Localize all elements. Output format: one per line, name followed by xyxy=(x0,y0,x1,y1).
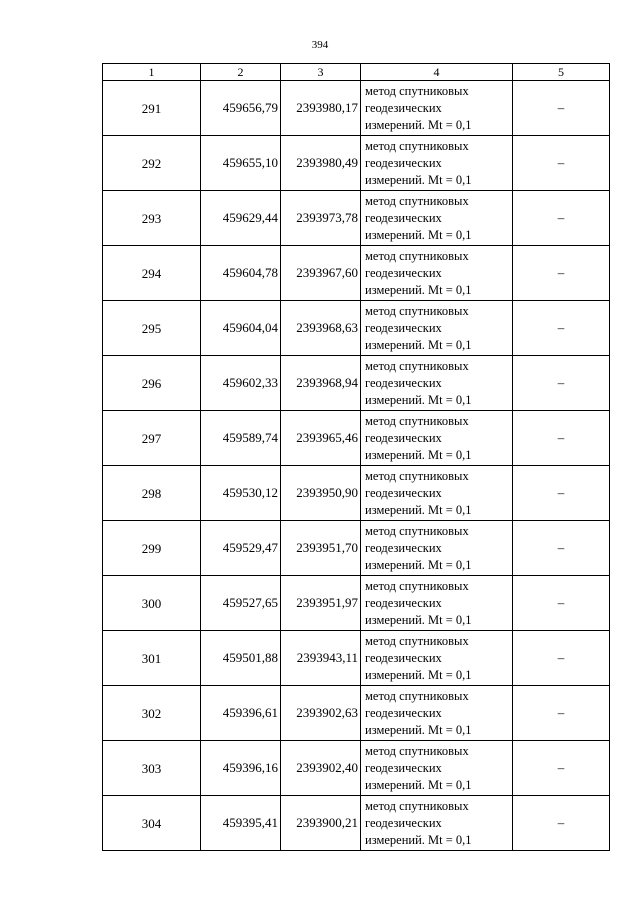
method-cell xyxy=(361,466,513,521)
method-line-1: метод спутниковых xyxy=(365,248,469,263)
method-line-2: геодезических xyxy=(365,595,442,610)
table-row xyxy=(103,741,610,796)
note-cell: – xyxy=(513,521,610,576)
method-cell xyxy=(361,246,513,301)
y-coordinate-cell: 2393951,97 xyxy=(281,576,361,631)
method-line-2: геодезических xyxy=(365,815,442,830)
y-coordinate-cell: 2393968,63 xyxy=(281,301,361,356)
table-header-row xyxy=(103,64,610,81)
point-number-cell: 298 xyxy=(103,466,201,521)
method-cell xyxy=(361,191,513,246)
table-row xyxy=(103,466,610,521)
note-cell: – xyxy=(513,301,610,356)
note-cell: – xyxy=(513,796,610,851)
y-coordinate-cell: 2393973,78 xyxy=(281,191,361,246)
table-row xyxy=(103,796,610,851)
method-cell xyxy=(361,356,513,411)
method-line-2: геодезических xyxy=(365,650,442,665)
note-cell: – xyxy=(513,81,610,136)
table-row xyxy=(103,631,610,686)
point-number-cell: 296 xyxy=(103,356,201,411)
point-number-cell: 303 xyxy=(103,741,201,796)
method-line-1: метод спутниковых xyxy=(365,798,469,813)
y-coordinate-cell: 2393968,94 xyxy=(281,356,361,411)
x-coordinate-cell: 459396,61 xyxy=(201,686,281,741)
method-line-1: метод спутниковых xyxy=(365,193,469,208)
x-coordinate-cell: 459529,47 xyxy=(201,521,281,576)
method-line-3: измерений. Mt = 0,1 xyxy=(365,502,472,517)
point-number-cell: 294 xyxy=(103,246,201,301)
method-cell xyxy=(361,741,513,796)
method-line-3: измерений. Mt = 0,1 xyxy=(365,392,472,407)
table-row xyxy=(103,136,610,191)
method-cell xyxy=(361,686,513,741)
table-row xyxy=(103,686,610,741)
method-line-3: измерений. Mt = 0,1 xyxy=(365,282,472,297)
table-row xyxy=(103,191,610,246)
column-header-2: 2 xyxy=(201,64,281,81)
point-number-cell: 300 xyxy=(103,576,201,631)
method-line-2: геодезических xyxy=(365,760,442,775)
method-line-1: метод спутниковых xyxy=(365,688,469,703)
x-coordinate-cell: 459589,74 xyxy=(201,411,281,466)
method-line-3: измерений. Mt = 0,1 xyxy=(365,612,472,627)
method-line-2: геодезических xyxy=(365,705,442,720)
method-line-1: метод спутниковых xyxy=(365,138,469,153)
table-row xyxy=(103,356,610,411)
y-coordinate-cell: 2393980,49 xyxy=(281,136,361,191)
note-cell: – xyxy=(513,191,610,246)
y-coordinate-cell: 2393950,90 xyxy=(281,466,361,521)
y-coordinate-cell: 2393980,17 xyxy=(281,81,361,136)
method-line-1: метод спутниковых xyxy=(365,303,469,318)
table-row xyxy=(103,411,610,466)
column-header-4: 4 xyxy=(361,64,513,81)
note-cell: – xyxy=(513,411,610,466)
point-number-cell: 304 xyxy=(103,796,201,851)
method-cell xyxy=(361,631,513,686)
y-coordinate-cell: 2393943,11 xyxy=(281,631,361,686)
x-coordinate-cell: 459602,33 xyxy=(201,356,281,411)
method-line-1: метод спутниковых xyxy=(365,523,469,538)
method-line-1: метод спутниковых xyxy=(365,358,469,373)
y-coordinate-cell: 2393967,60 xyxy=(281,246,361,301)
method-cell xyxy=(361,81,513,136)
x-coordinate-cell: 459656,79 xyxy=(201,81,281,136)
x-coordinate-cell: 459604,78 xyxy=(201,246,281,301)
column-header-5: 5 xyxy=(513,64,610,81)
y-coordinate-cell: 2393900,21 xyxy=(281,796,361,851)
x-coordinate-cell: 459396,16 xyxy=(201,741,281,796)
table-row xyxy=(103,521,610,576)
method-line-2: геодезических xyxy=(365,485,442,500)
method-line-1: метод спутниковых xyxy=(365,743,469,758)
method-cell xyxy=(361,521,513,576)
method-line-1: метод спутниковых xyxy=(365,578,469,593)
method-line-3: измерений. Mt = 0,1 xyxy=(365,117,472,132)
table-body xyxy=(103,81,610,851)
point-number-cell: 301 xyxy=(103,631,201,686)
method-line-3: измерений. Mt = 0,1 xyxy=(365,557,472,572)
method-line-2: геодезических xyxy=(365,430,442,445)
x-coordinate-cell: 459395,41 xyxy=(201,796,281,851)
method-line-1: метод спутниковых xyxy=(365,413,469,428)
method-line-2: геодезических xyxy=(365,155,442,170)
table-row xyxy=(103,301,610,356)
coordinates-table xyxy=(102,63,610,851)
point-number-cell: 293 xyxy=(103,191,201,246)
method-cell xyxy=(361,796,513,851)
y-coordinate-cell: 2393965,46 xyxy=(281,411,361,466)
method-line-3: измерений. Mt = 0,1 xyxy=(365,777,472,792)
point-number-cell: 291 xyxy=(103,81,201,136)
method-cell xyxy=(361,301,513,356)
note-cell: – xyxy=(513,576,610,631)
method-line-3: измерений. Mt = 0,1 xyxy=(365,337,472,352)
method-line-3: измерений. Mt = 0,1 xyxy=(365,667,472,682)
method-line-3: измерений. Mt = 0,1 xyxy=(365,832,472,847)
method-line-1: метод спутниковых xyxy=(365,83,469,98)
x-coordinate-cell: 459655,10 xyxy=(201,136,281,191)
note-cell: – xyxy=(513,466,610,521)
note-cell: – xyxy=(513,631,610,686)
x-coordinate-cell: 459530,12 xyxy=(201,466,281,521)
point-number-cell: 297 xyxy=(103,411,201,466)
x-coordinate-cell: 459501,88 xyxy=(201,631,281,686)
method-line-1: метод спутниковых xyxy=(365,468,469,483)
method-cell xyxy=(361,576,513,631)
note-cell: – xyxy=(513,356,610,411)
note-cell: – xyxy=(513,741,610,796)
x-coordinate-cell: 459629,44 xyxy=(201,191,281,246)
method-line-2: геодезических xyxy=(365,100,442,115)
note-cell: – xyxy=(513,246,610,301)
point-number-cell: 299 xyxy=(103,521,201,576)
method-cell xyxy=(361,136,513,191)
method-line-2: геодезических xyxy=(365,320,442,335)
method-line-1: метод спутниковых xyxy=(365,633,469,648)
table-row xyxy=(103,576,610,631)
y-coordinate-cell: 2393902,63 xyxy=(281,686,361,741)
note-cell: – xyxy=(513,136,610,191)
method-line-3: измерений. Mt = 0,1 xyxy=(365,227,472,242)
method-line-3: измерений. Mt = 0,1 xyxy=(365,722,472,737)
method-line-2: геодезических xyxy=(365,375,442,390)
column-header-3: 3 xyxy=(281,64,361,81)
method-cell xyxy=(361,411,513,466)
point-number-cell: 302 xyxy=(103,686,201,741)
point-number-cell: 295 xyxy=(103,301,201,356)
table-row xyxy=(103,246,610,301)
method-line-3: измерений. Mt = 0,1 xyxy=(365,447,472,462)
column-header-1: 1 xyxy=(103,64,201,81)
method-line-2: геодезических xyxy=(365,540,442,555)
x-coordinate-cell: 459527,65 xyxy=(201,576,281,631)
x-coordinate-cell: 459604,04 xyxy=(201,301,281,356)
page-number: 394 xyxy=(311,39,329,51)
y-coordinate-cell: 2393902,40 xyxy=(281,741,361,796)
method-line-2: геодезических xyxy=(365,265,442,280)
y-coordinate-cell: 2393951,70 xyxy=(281,521,361,576)
point-number-cell: 292 xyxy=(103,136,201,191)
method-line-2: геодезических xyxy=(365,210,442,225)
method-line-3: измерений. Mt = 0,1 xyxy=(365,172,472,187)
table-row xyxy=(103,81,610,136)
note-cell: – xyxy=(513,686,610,741)
